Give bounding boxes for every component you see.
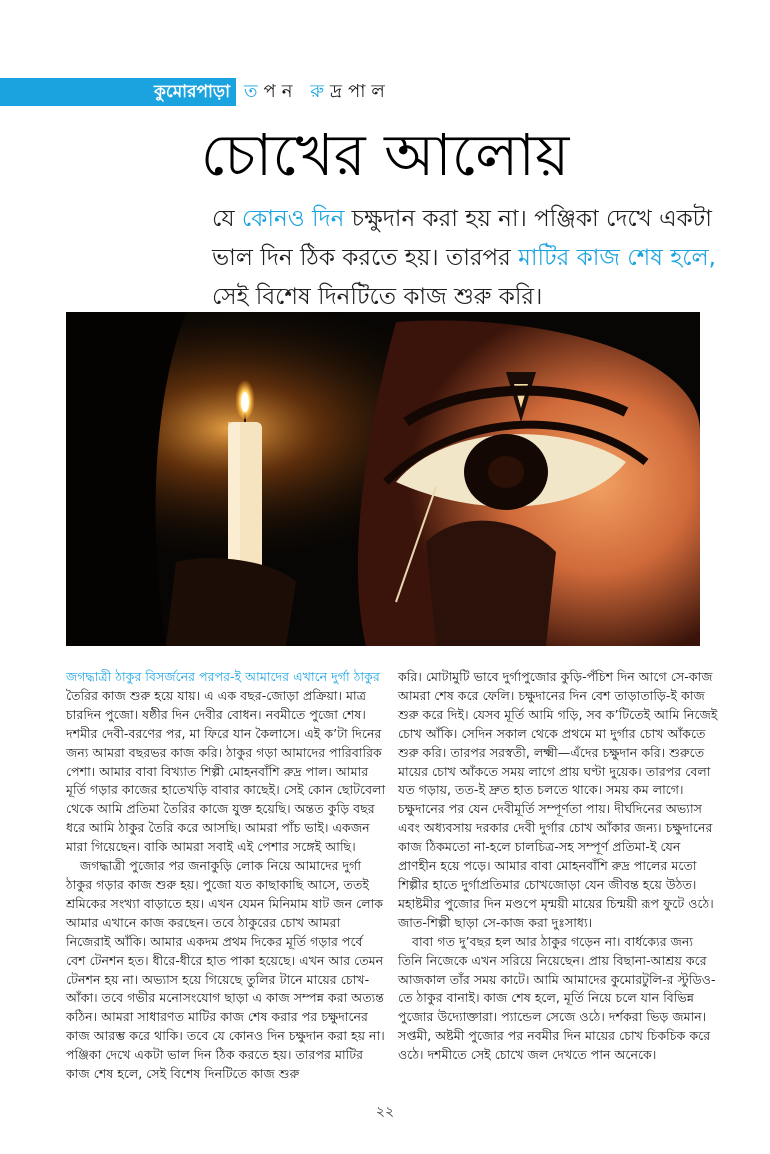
author-part-2: পন <box>263 81 299 102</box>
article-photo <box>66 312 700 646</box>
author-part-1: ত <box>244 81 264 102</box>
article-paragraph <box>66 668 386 857</box>
section-label: কুমোরপাড়া <box>154 82 230 102</box>
article-title: চোখের আলোয় <box>200 121 570 189</box>
pull-quote-part: সেই বিশেষ দিনটিতে কাজ শুরু করি। <box>212 284 543 310</box>
article-paragraph: বাবা গত দু’বছর হল আর ঠাকুর গড়েন না। বার্ধক্যের জন্য তিনি নিজেকে এখন সরিয়ে নিয়েছেন। প্রায় বিছানা-আশ্রয় করে আজকাল তাঁর সময় কাটে। আমি আমাদের কুমোরটুলি-র স্টুডিও-তে ঠাকুর বানাই। কাজ শেষ হলে, মূর্তি নিয়ে চলে যান বিভিন্ন পুজোর উদ্যোক্তারা। প্যান্ডেল সেজে ওঠে। দর্শকরা ভিড় জমান। সপ্তমী, অষ্টমী পুজোর পর নবমীর দিন মায়ের চোখ চিকচিক করে ওঠে। দশমীতে সেই চোখে জল দেখতে পান অনেকে। <box>398 933 716 1063</box>
article-paragraph: করি। মোটামুটি ভাবে দুর্গাপুজোর কুড়ি-পঁচিশ দিন আগে সে-কাজ আমরা শেষ করে ফেলি। চক্ষুদানের দিন বেশ তাড়াতাড়ি-ই কাজ শুরু করে দিই। যেসব মূর্তি আমি গড়ি, সব ক’টিতেই আমি নিজেই চোখ আঁকি। সেদিন সকাল থেকে প্রথমে মা দুর্গার চোখ আঁকতে শুরু করি। তারপর সরস্বতী, লক্ষ্মী—এঁদের চক্ষুদান করি। শুরুতে মায়ের চোখ আঁকতে সময় লাগে প্রায় ঘণ্টা দুয়েক। তারপর বেলা যত গড়ায়, তত-ই দ্রুত হাত চলতে থাকে। সময় কম লাগে। চক্ষুদানের পর যেন দেবীমূর্তি সম্পূর্ণতা পায়। দীর্ঘদিনের অভ্যাস এবং অধ্যবসায় দরকার দেবী দুর্গার চোখ আঁকার জন্য। চক্ষুদানের কাজ ঠিকমতো না-হলে চালচিত্র-সহ সম্পূর্ণ প্রতিমা-ই যেন প্রাণহীন হয়ে পড়ে। আমার বাবা মোহনবাঁশি রুদ্র পালের মতো শিল্পীর হাতে দুর্গাপ্রতিমার চোখজোড়া যেন জীবন্ত হয়ে উঠত। মহাষ্টমীর পুজোর দিন মণ্ডপে মৃন্ময়ী মায়ের চিন্ময়ী রূপ ফুটে ওঠে। জাত-শিল্পী ছাড়া সে-কাজ করা দুঃসাধ্য। <box>398 669 718 930</box>
pull-quote-highlight: মাটির কাজ শেষ হলে, <box>518 245 716 271</box>
article-lead: জগদ্ধাত্রী ঠাকুর বিসর্জনের পরপর-ই আমাদের এখানে দুর্গা ঠাকুর <box>66 669 380 684</box>
author-part-4: দ্রপাল <box>330 81 391 102</box>
pull-quote-part: যে <box>212 206 242 232</box>
pull-quote-part: চক্ষুদান করা হয় না। পঞ্জিকা দেখে একটা ভাল দিন ঠিক করতে হয়। তারপর <box>212 206 712 271</box>
page-number: ২২ <box>375 1104 395 1120</box>
article-paragraph: জগদ্ধাত্রী পুজোর পর জনাকুড়ি লোক নিয়ে আমাদের দুর্গা ঠাকুর গড়ার কাজ শুরু হয়। পুজো যত কাছাকাছি আসে, ততই শ্রমিকের সংখ্যা বাড়াতে হয়। এখন যেমন মিনিমাম ষাট জন লোক আমার এখানে কাজ করছেন। তবে ঠাকুরের চোখ আমরা নিজেরাই আঁকি। আমার একদম প্রথম দিকের মূর্তি গড়ার পর্বে বেশ টেনশন হত। ধীরে-ধীরে হাত পাকা হয়েছে। এখন আর তেমন টেনশন হয় না। অভ্যাস হয়ে গিয়েছে তুলির টানে মায়ের চোখ-আঁকা। তবে গভীর মনোসংযোগ ছাড়া এ কাজ সম্পন্ন করা অত্যন্ত কঠিন। আমরা সাধারণত মাটির কাজ শেষ করার পর চক্ষুদানের কাজ আরম্ভ করে থাকি। তবে যে কোনও দিন চক্ষুদান করা হয় না। পঞ্জিকা দেখে একটা ভাল দিন ঠিক করতে হয়। তারপর মাটির কাজ শেষ হলে, সেই বিশেষ দিনটিতে কাজ শুরু <box>66 858 385 1082</box>
author-part-3: রু <box>310 81 331 102</box>
pull-quote-highlight: কোনও দিন <box>241 206 345 232</box>
pull-quote <box>212 200 732 317</box>
article-column-right <box>398 668 718 1065</box>
article-column-left <box>66 668 386 1084</box>
article-text: তৈরির কাজ শুরু হয়ে যায়। এ এক বছর-জোড়া প্রক্রিয়া। মাত্র চারদিন পুজো। ষষ্ঠীর দিন দেবীর বোধন। নবমীতে পুজো শেষ। দশমীর দেবী-বরণের পর, মা ফিরে যান কৈলাসে। এই ক’টা দিনের জন্য আমরা বছরভর কাজ করি। ঠাকুর গড়া আমাদের পারিবারিক পেশা। আমার বাবা বিখ্যাত শিল্পী মোহনবাঁশি রুদ্র পাল। আমার মূর্তি গড়ার কাজের হাতেখড়ি বাবার কাছেই। সেই কোন ছোটবেলা থেকে আমি প্রতিমা তৈরির কাজে যুক্ত হয়েছি। অন্তত কুড়ি বছর ধরে আমি ঠাকুর তৈরি করে আসছি। আমরা পাঁচ ভাই। একজন মারা গিয়েছেন। বাকি আমরা সবাই এই পেশার সঙ্গেই আছি। <box>66 687 386 855</box>
goddess-eye-candle-image <box>66 312 700 646</box>
author-byline <box>236 78 391 106</box>
